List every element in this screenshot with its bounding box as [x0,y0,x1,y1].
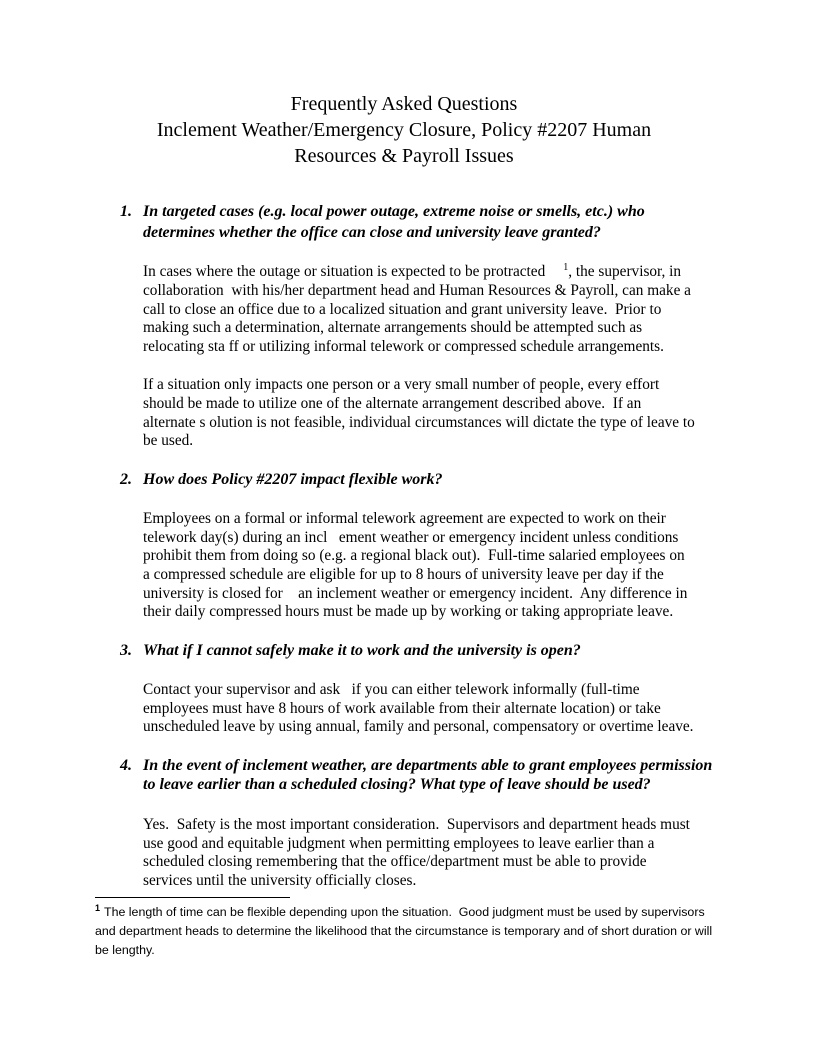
faq-4-answer-line-1: Yes. Safety is the most important consideration. Supervisors and department heads must [143,816,690,833]
footnote-line-1 [95,903,705,922]
faq-2-answer-line-5: university is closed for an inclement weather or emergency incident. Any difference in [143,585,688,602]
document-title-line-2: Inclement Weather/Emergency Closure, Policy #2207 Human [156,119,652,141]
faq-3-number: 3. [120,642,132,659]
faq-4-question-line-2: to leave earlier than a scheduled closing? What type of leave should be used? [143,776,651,793]
footnote-line-2: and department heads to determine the likelihood that the circumstance is temporary and of short duration or will [95,924,713,938]
footnote-marker: 1 [95,903,101,913]
faq-1-question-line-2: determines whether the office can close and university leave granted? [143,224,601,241]
footnote-separator [95,897,290,898]
faq-3-answer-line-3: unscheduled leave by using annual, family and personal, compensatory or overtime leave. [143,718,694,735]
faq-1-answer-p2-line-1: If a situation only impacts one person or a very small number of people, every effort [143,376,660,393]
faq-4-answer-line-3: scheduled closing remembering that the office/department must be able to provide [143,853,647,870]
faq-2-number: 2. [120,471,132,488]
faq-2-answer-line-6: their daily compressed hours must be made up by working or taking appropriate leave. [143,603,674,620]
faq-4-question-line-1: In the event of inclement weather, are departments able to grant employees permission [143,757,713,774]
faq-4-answer-line-4: services until the university officially closes. [143,872,417,889]
faq-4-number: 4. [120,757,132,774]
faq-1-answer-p2-line-4: be used. [143,432,194,449]
faq-1-answer-p1-line-3: call to close an office due to a localized situation and grant university leave. Prior to [143,301,662,318]
faq-3-question-line-1: What if I cannot safely make it to work and the university is open? [143,642,581,659]
faq-4-answer-line-2: use good and equitable judgment when permitting employees to leave earlier than a [143,835,655,852]
faq-2-answer-line-3: prohibit them from doing so (e.g. a regional black out). Full-time salaried employees on [143,547,685,564]
faq-1-answer-p1-line-1-continuation: , the supervisor, in [568,263,682,280]
faq-2-question-line-1: How does Policy #2207 impact flexible work? [143,471,443,488]
faq-3-answer-line-2: employees must have 8 hours of work available from their alternate location) or take [143,700,661,717]
footnote-reference: 1 [563,262,569,273]
faq-1-answer-p2-line-3: alternate s olution is not feasible, individual circumstances will dictate the type of leave to [143,414,695,431]
faq-3-answer-line-1: Contact your supervisor and ask if you can either telework informally (full-time [143,681,640,698]
footnote-line-1-text: The length of time can be flexible depending upon the situation. Good judgment must be used by supervisors [104,905,705,919]
faq-1-answer-p1-line-1 [143,262,681,282]
document-title-line-3: Resources & Payroll Issues [294,145,514,167]
faq-1-answer-p1-line-5: relocating sta ff or utilizing informal telework or compressed schedule arrangements. [143,338,664,355]
faq-1-number: 1. [120,203,132,220]
document-title-line-1: Frequently Asked Questions [290,93,518,115]
faq-1-question-line-1: In targeted cases (e.g. local power outage, extreme noise or smells, etc.) who [143,203,645,220]
faq-1-answer-p2-line-2: should be made to utilize one of the alternate arrangement described above. If an [143,395,642,412]
faq-1-answer-p1-line-2: collaboration with his/her department head and Human Resources & Payroll, can make a [143,282,691,299]
faq-2-answer-line-4: a compressed schedule are eligible for up to 8 hours of university leave per day if the [143,566,664,583]
faq-2-answer-line-2: telework day(s) during an incl ement weather or emergency incident unless conditions [143,529,679,546]
footnote-line-3: be lengthy. [95,943,155,957]
faq-2-answer-line-1: Employees on a formal or informal telework agreement are expected to work on their [143,510,666,527]
faq-1-answer-p1-line-1-text: In cases where the outage or situation is expected to be protracted [143,263,546,280]
faq-1-answer-p1-line-4: making such a determination, alternate arrangements should be attempted such as [143,319,643,336]
